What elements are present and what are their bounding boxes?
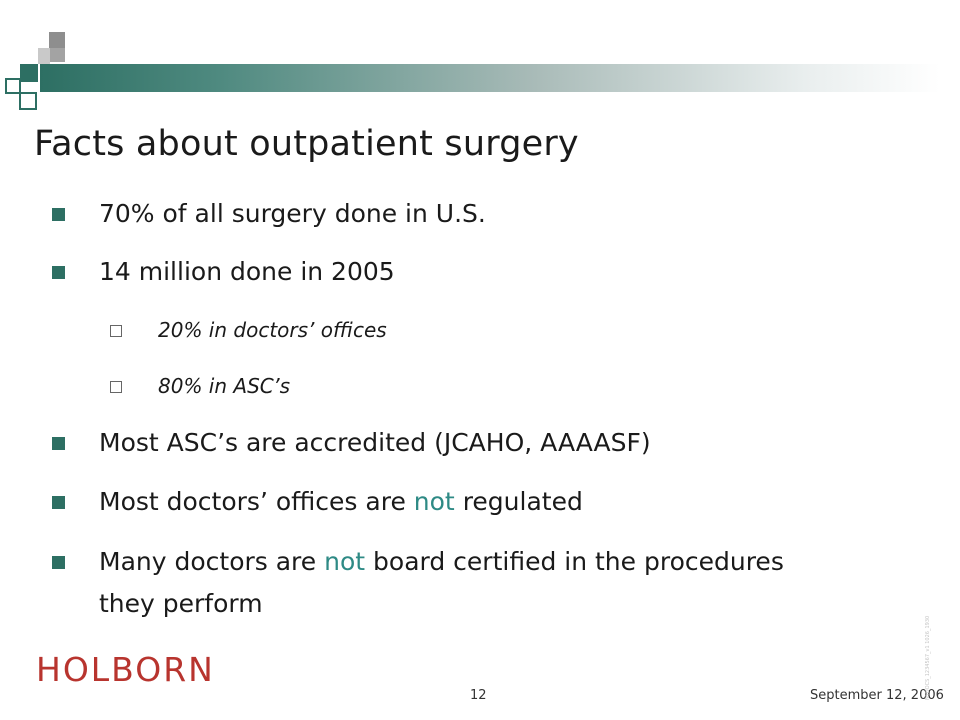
slide-title: Facts about outpatient surgery (34, 124, 579, 164)
bullet-text-continuation: they perform (99, 589, 263, 618)
sub-bullet-marker (110, 381, 122, 393)
bullet-text-part: board certified in the procedures (365, 547, 784, 576)
bullet-marker (52, 266, 65, 279)
decor-square-gray-top (49, 32, 65, 48)
decor-square-teal (20, 64, 38, 82)
bullet-text (99, 482, 583, 522)
bullet-text (99, 542, 784, 582)
footer-date: September 12, 2006 (810, 688, 944, 703)
bullet-text-part: regulated (454, 487, 583, 516)
bullet-text: Most ASC’s are accredited (JCAHO, AAAASF) (99, 428, 651, 457)
bullet-marker (52, 208, 65, 221)
decor-square-lightgray (38, 48, 50, 64)
bullet-marker (52, 556, 65, 569)
highlight-word: not (413, 487, 455, 516)
bullet-text-part: Most doctors’ offices are (99, 487, 414, 516)
bullet-marker (52, 437, 65, 450)
bullet-text: 70% of all surgery done in U.S. (99, 199, 486, 228)
decor-square-gray (50, 48, 65, 62)
sub-bullet-marker (110, 325, 122, 337)
sub-bullet-text: 80% in ASC’s (158, 374, 291, 398)
header-gradient-band (40, 64, 940, 92)
holborn-logo: HOLBORN (36, 650, 215, 689)
sub-bullet-text: 20% in doctors’ offices (158, 318, 387, 342)
page-number: 12 (470, 688, 487, 703)
bullet-marker (52, 496, 65, 509)
bullet-text: 14 million done in 2005 (99, 257, 395, 286)
decor-square-outline-right (19, 92, 37, 110)
highlight-word: not (324, 547, 366, 576)
document-id: NYDOCS_1234567_v1 1026_1930 (925, 615, 931, 700)
bullet-text-part: Many doctors are (99, 547, 325, 576)
